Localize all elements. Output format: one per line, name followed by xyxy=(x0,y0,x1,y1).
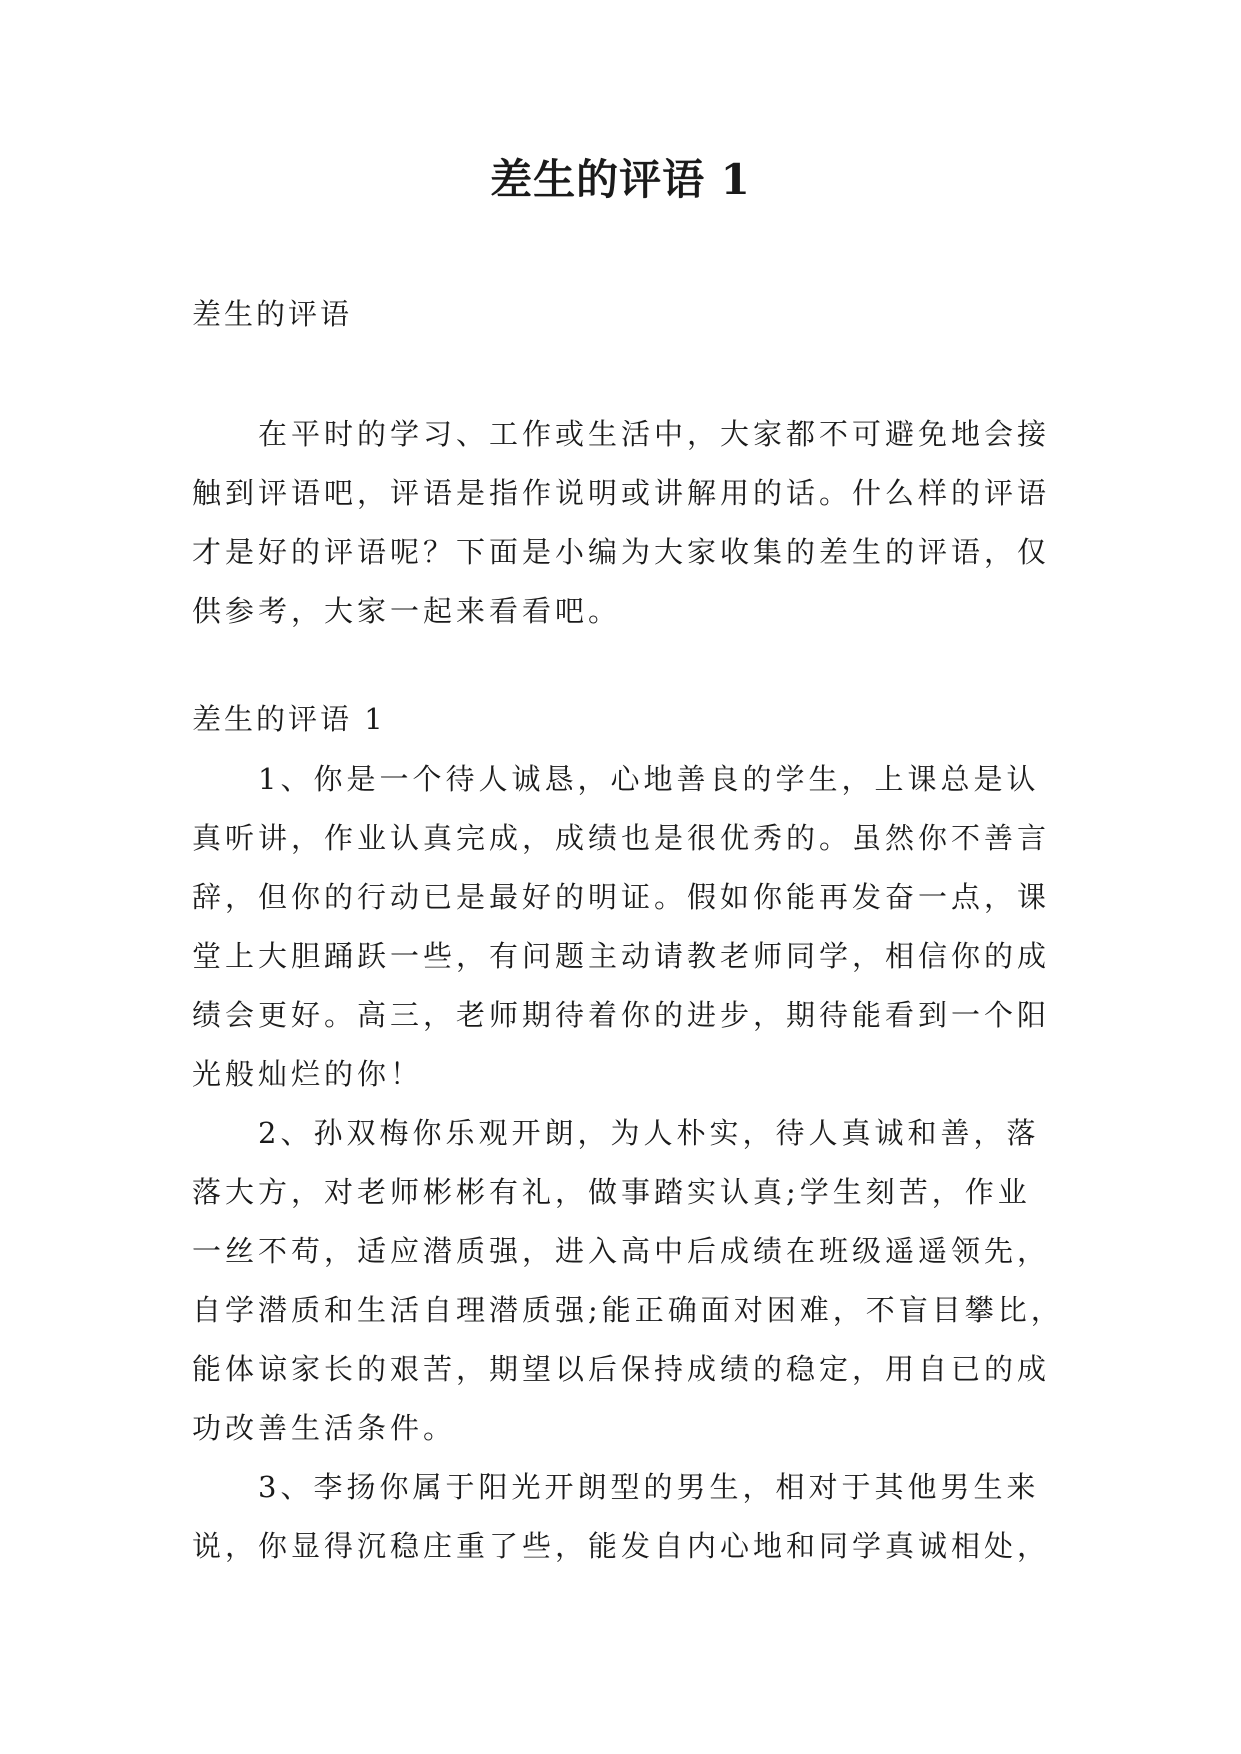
body-line: 落大方，对老师彬彬有礼，做事踏实认真;学生刻苦，作业 xyxy=(192,1175,1031,1209)
body-line: 真听讲，作业认真完成，成绩也是很优秀的。虽然你不善言 xyxy=(192,821,1051,855)
body-line: 3、李扬你属于阳光开朗型的男生，相对于其他男生来 xyxy=(192,1470,1040,1504)
body-line: 自学潜质和生活自理潜质强;能正确面对困难，不盲目攀比， xyxy=(192,1293,1064,1327)
body-line: 堂上大胆踊跃一些，有问题主动请教老师同学，相信你的成 xyxy=(192,939,1051,973)
body-text xyxy=(192,750,1062,1576)
body-line: 功改善生活条件。 xyxy=(192,1411,457,1445)
body-line: 2、孙双梅你乐观开朗，为人朴实，待人真诚和善，落 xyxy=(192,1116,1040,1150)
body-line: 一丝不苟，适应潜质强，进入高中后成绩在班级遥遥领先， xyxy=(192,1234,1051,1268)
intro-paragraph xyxy=(192,405,1062,641)
body-line: 绩会更好。高三，老师期待着你的进步，期待能看到一个阳 xyxy=(192,998,1051,1032)
intro-line: 在平时的学习、工作或生活中，大家都不可避免地会接 xyxy=(192,417,1051,451)
intro-line: 供参考，大家一起来看看吧。 xyxy=(192,594,622,628)
body-line: 说，你显得沉稳庄重了些，能发自内心地和同学真诚相处， xyxy=(192,1529,1051,1563)
intro-line: 才是好的评语呢？下面是小编为大家收集的差生的评语，仅 xyxy=(192,535,1051,569)
body-line: 能体谅家长的艰苦，期望以后保持成绩的稳定，用自已的成 xyxy=(192,1352,1051,1386)
body-line: 1、你是一个待人诚恳，心地善良的学生，上课总是认 xyxy=(192,762,1040,796)
document-title: 差生的评语 1 xyxy=(490,155,751,204)
body-line: 光般灿烂的你！ xyxy=(192,1057,424,1091)
intro-line: 触到评语吧，评语是指作说明或讲解用的话。什么样的评语 xyxy=(192,476,1051,510)
body-line: 辞，但你的行动已是最好的明证。假如你能再发奋一点，课 xyxy=(192,880,1051,914)
section-heading: 差生的评语 xyxy=(192,297,353,331)
subheading: 差生的评语 1 xyxy=(192,702,386,736)
